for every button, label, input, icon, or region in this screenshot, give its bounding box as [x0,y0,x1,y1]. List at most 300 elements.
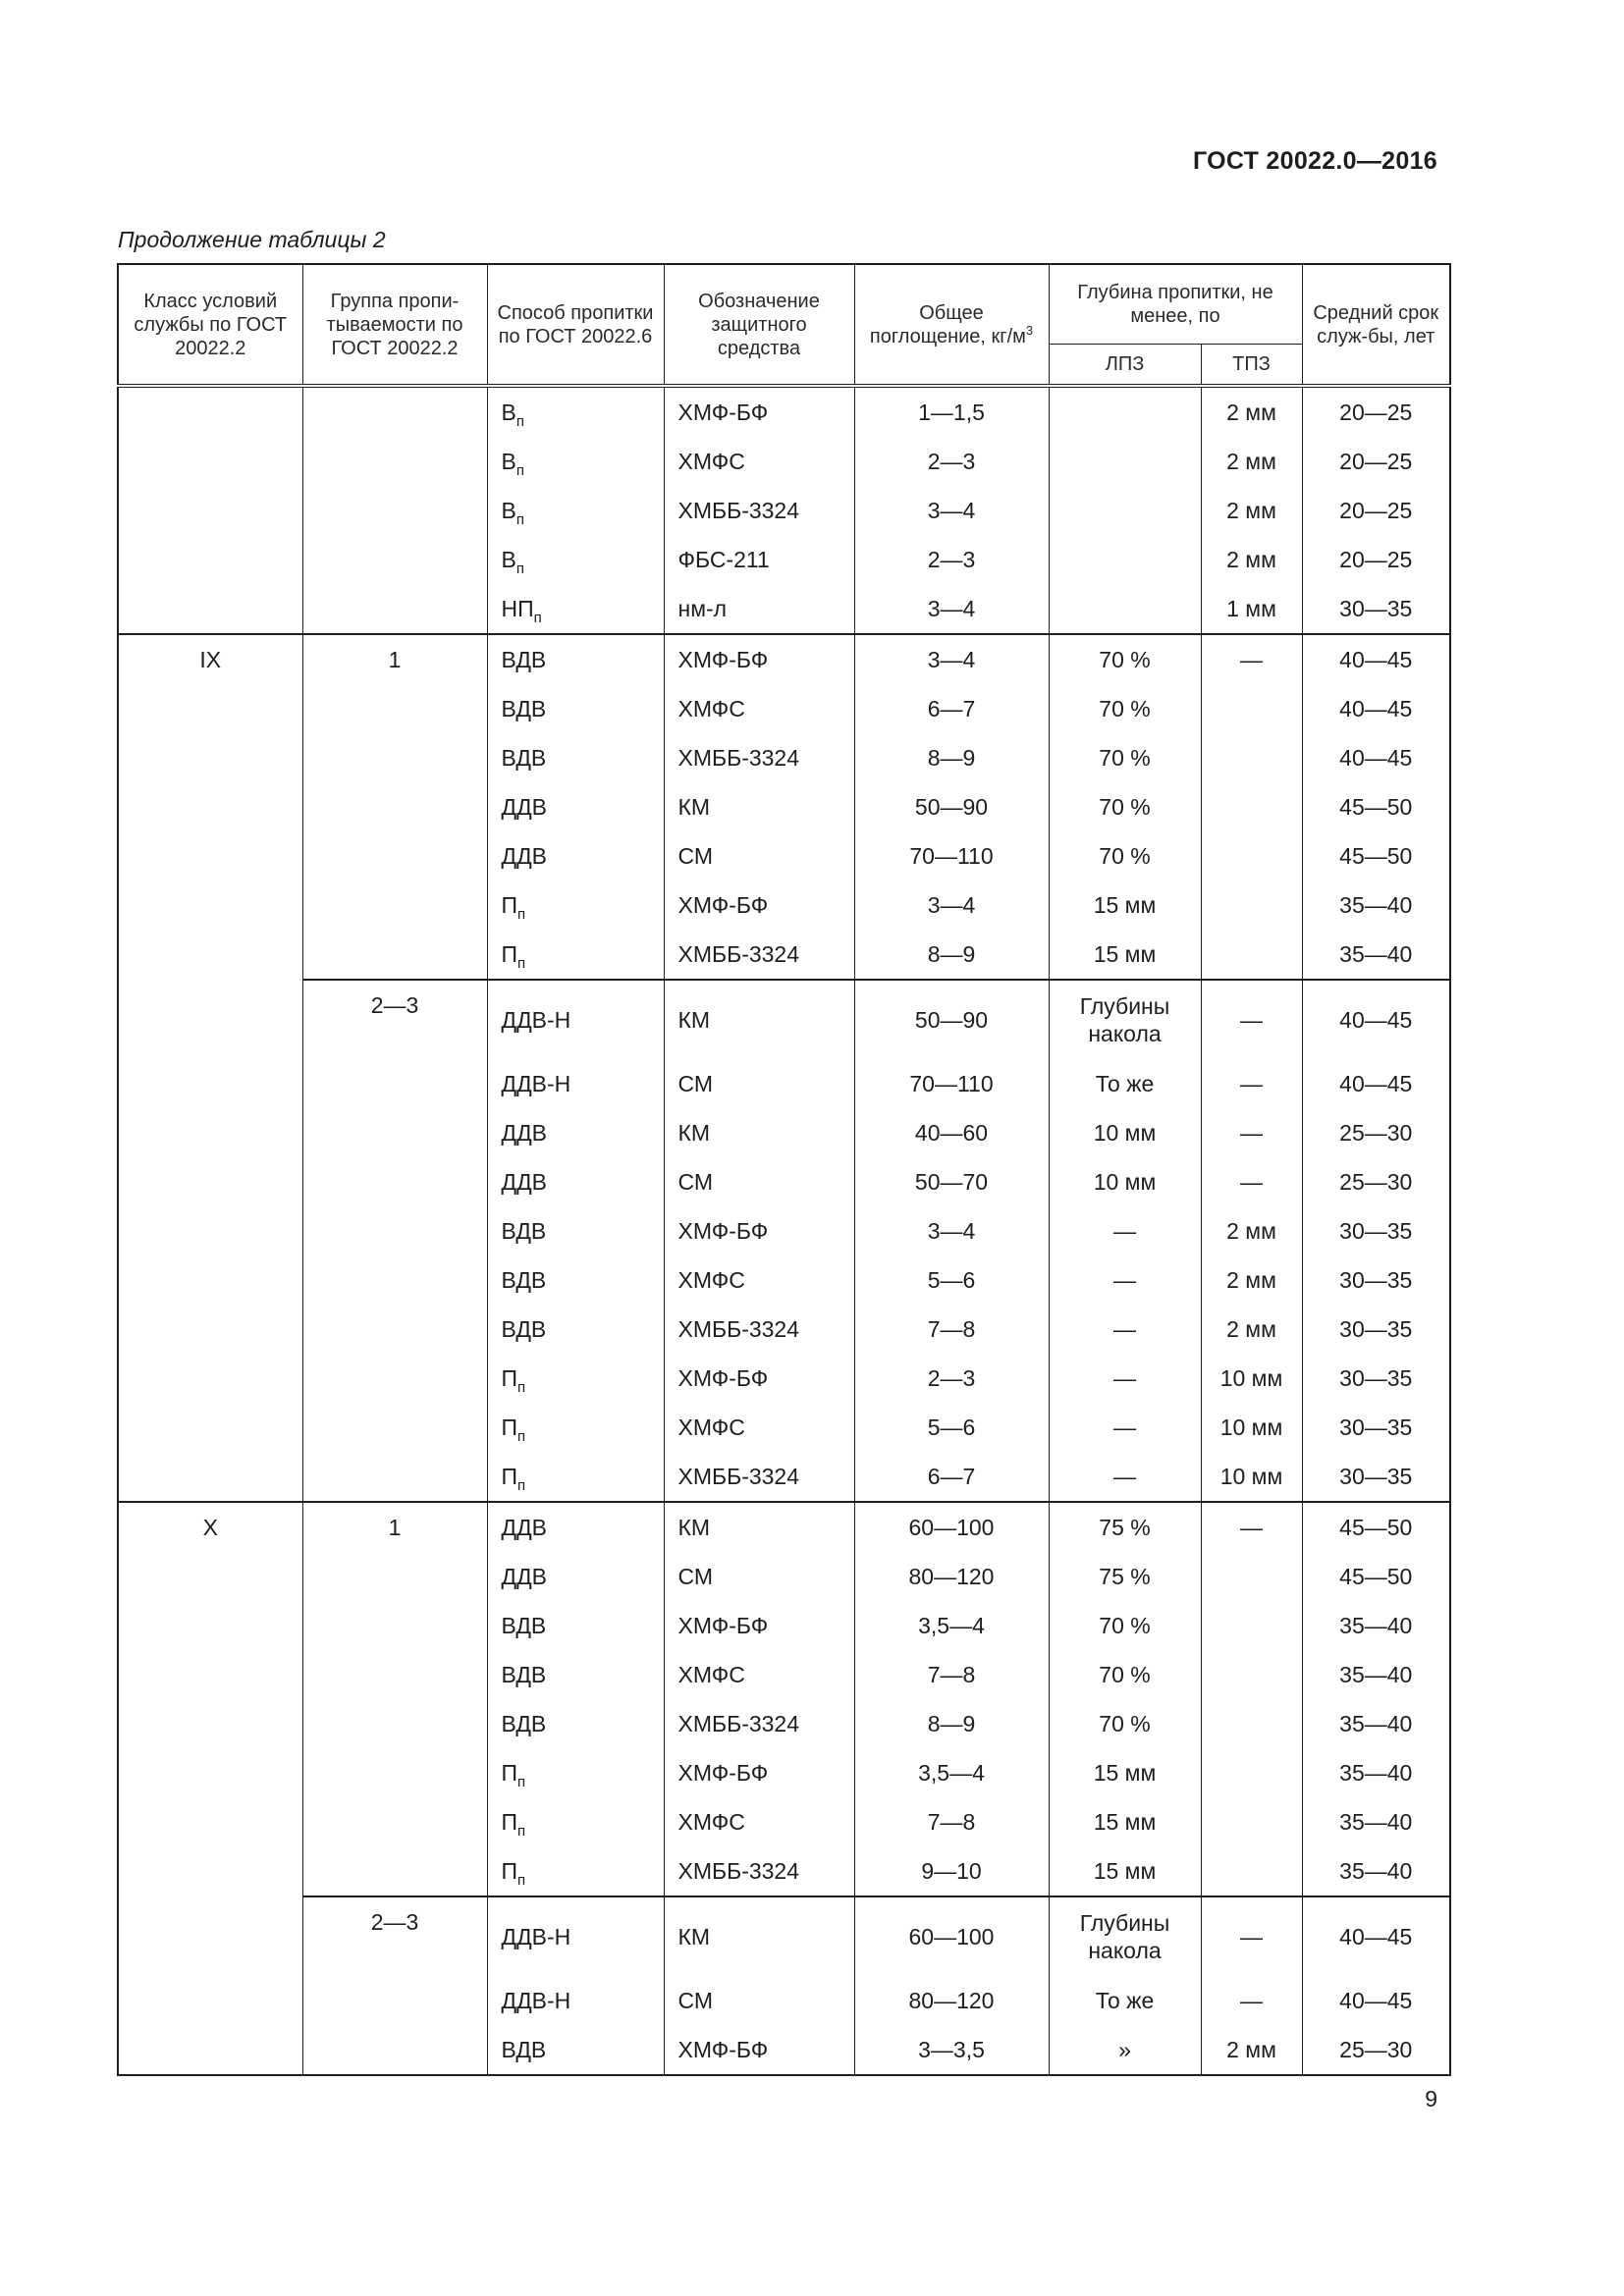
life-cell [1302,1896,1450,1976]
lpz-cell-text: 70 % [1099,793,1151,820]
agent-cell [664,1354,854,1403]
life-cell [1302,1846,1450,1896]
absorption-cell [854,1354,1049,1403]
absorption-cell-text: 3—4 [927,891,976,918]
absorption-cell-text: 5—6 [927,1266,976,1293]
method-cell [487,1748,664,1797]
agent-cell-text: ХМФС [677,1661,745,1687]
tpz-cell-text: — [1240,1119,1263,1146]
agent-cell-text: ХМФС [677,1266,745,1293]
agent-cell [664,1108,854,1157]
agent-cell-text: ХМФС [677,448,745,474]
absorption-cell-text: 70—110 [909,842,994,869]
lpz-cell [1049,1059,1201,1108]
method-cell-text: П [501,1808,518,1835]
absorption-cell [854,1059,1049,1108]
life-cell-text: 30—35 [1339,1414,1413,1440]
life-cell-text: 35—40 [1339,1710,1413,1736]
agent-cell-text: нм-л [677,595,728,621]
lpz-cell-text: 70 % [1099,1710,1151,1736]
method-cell-text: ВДВ [501,1612,547,1638]
class-cell [118,1502,302,2075]
tpz-cell [1201,980,1302,1059]
method-cell [487,2025,664,2075]
method-cell-subscript: п [517,1378,526,1396]
table-caption: Продолжение таблицы 2 [118,227,386,252]
life-cell-text: 40—45 [1339,1987,1413,2013]
absorption-cell-text: 2—3 [927,546,976,572]
tpz-cell [1201,1976,1302,2025]
method-cell-text: ДДВ [501,842,547,869]
method-cell-text: ДДВ [501,1119,547,1146]
lpz-cell [1049,1748,1201,1797]
life-cell [1302,1206,1450,1255]
absorption-cell-text: 40—60 [914,1119,989,1146]
life-cell [1302,1650,1450,1699]
life-cell-text: 45—50 [1339,793,1413,820]
group-cell-text: 2—3 [370,1909,419,1935]
agent-cell-text: КМ [677,1923,711,1949]
life-cell-text: 20—25 [1339,546,1413,572]
agent-cell [664,584,854,634]
tpz-cell [1201,634,1302,980]
lpz-cell-text: 70 % [1099,1612,1151,1638]
absorption-cell-text: 3,5—4 [918,1759,985,1786]
absorption-cell [854,386,1049,437]
header-method: Способ пропитки по ГОСТ 20022.6 [487,264,664,386]
agent-cell [664,1699,854,1748]
method-cell [487,437,664,486]
absorption-cell [854,1206,1049,1255]
method-cell-subscript: п [515,510,524,528]
absorption-cell [854,1305,1049,1354]
life-cell-text: 45—50 [1339,1563,1413,1589]
method-cell [487,1206,664,1255]
tpz-cell [1201,1305,1302,1354]
lpz-cell-text: 70 % [1099,1661,1151,1687]
life-cell-text: 40—45 [1339,1006,1413,1033]
method-cell-text: ДДВ [501,1168,547,1195]
absorption-cell-text: 6—7 [927,695,976,721]
tpz-cell-text: — [1240,1070,1263,1096]
table-body [118,386,1450,2075]
lpz-cell-text: 10 мм [1093,1119,1157,1146]
life-cell [1302,584,1450,634]
method-cell [487,831,664,881]
tpz-cell [1201,386,1302,437]
group-cell-text: 2—3 [370,992,419,1018]
life-cell-text: 35—40 [1339,940,1413,967]
lpz-cell-text: То же [1095,1070,1155,1096]
life-cell-text: 40—45 [1339,695,1413,721]
lpz-cell [1049,486,1201,535]
agent-cell [664,1502,854,1552]
header-class: Класс условий службы по ГОСТ 20022.2 [118,264,302,386]
agent-cell [664,1452,854,1502]
method-cell [487,1452,664,1502]
life-cell-text: 30—35 [1339,1463,1413,1489]
life-cell [1302,782,1450,831]
method-cell [487,1976,664,2025]
life-cell [1302,1976,1450,2025]
life-cell [1302,1255,1450,1305]
life-cell [1302,1403,1450,1452]
method-cell [487,1502,664,1552]
life-cell [1302,831,1450,881]
tpz-cell-text: — [1240,647,1263,672]
tpz-cell-text: 10 мм [1219,1414,1283,1440]
header-absorption [854,264,1049,386]
agent-cell [664,535,854,584]
tpz-cell [1201,1354,1302,1403]
absorption-cell [854,1157,1049,1206]
tpz-cell [1201,1157,1302,1206]
method-cell [487,1601,664,1650]
lpz-cell [1049,1255,1201,1305]
lpz-cell-text: 15 мм [1093,1759,1157,1786]
method-cell-text: ВДВ [501,1266,547,1293]
header-life: Средний срок служ-бы, лет [1302,264,1450,386]
lpz-cell [1049,1354,1201,1403]
method-cell [487,1108,664,1157]
agent-cell [664,1255,854,1305]
tpz-cell-text: 1 мм [1226,595,1276,621]
method-cell-text: ДДВ-Н [501,1987,571,2013]
header-lpz: ЛПЗ [1049,345,1201,387]
method-cell-subscript: п [515,461,524,479]
lpz-cell [1049,1552,1201,1601]
life-cell [1302,2025,1450,2075]
method-cell-text: В [501,546,516,572]
absorption-cell-text: 9—10 [921,1857,982,1884]
life-cell [1302,1305,1450,1354]
tpz-cell-text: 2 мм [1226,1217,1276,1244]
method-cell-text: В [501,497,516,523]
method-cell [487,930,664,980]
agent-cell [664,437,854,486]
header-absorption-sup: 3 [1025,322,1034,338]
lpz-cell [1049,782,1201,831]
tpz-cell-text: 2 мм [1226,497,1276,523]
absorption-cell [854,1255,1049,1305]
lpz-cell-text: 70 % [1099,695,1151,721]
header-depth: Глубина пропитки, не менее, по [1049,264,1302,345]
agent-cell-text: СМ [677,1070,714,1096]
agent-cell [664,733,854,782]
method-cell [487,1354,664,1403]
absorption-cell-text: 60—100 [908,1923,995,1949]
agent-cell-text: СМ [677,1563,714,1589]
absorption-cell-text: 80—120 [908,1987,995,2013]
group-cell [302,1896,487,2075]
agent-cell-text: ХМФС [677,1414,745,1440]
absorption-cell-text: 1—1,5 [918,399,985,425]
lpz-cell-text: Глубины накола [1079,1910,1170,1963]
life-cell-text: 20—25 [1339,399,1413,425]
method-cell-text: ВДВ [501,1217,547,1244]
lpz-cell [1049,1601,1201,1650]
group-cell-text: 1 [388,647,402,672]
table-header [118,264,1450,386]
method-cell [487,1896,664,1976]
method-cell-text: П [501,891,518,918]
method-cell-subscript: п [517,1822,526,1840]
method-cell [487,1552,664,1601]
tpz-cell-text: — [1240,1923,1263,1949]
method-cell [487,733,664,782]
absorption-cell-text: 3—4 [927,646,976,672]
method-cell-text: В [501,448,516,474]
agent-cell [664,1896,854,1976]
method-cell-subscript: п [515,560,524,577]
lpz-cell [1049,2025,1201,2075]
agent-cell [664,1846,854,1896]
agent-cell-text: ХМББ-3324 [677,1710,800,1736]
method-cell [487,535,664,584]
group-cell [302,1502,487,1896]
life-cell-text: 35—40 [1339,891,1413,918]
method-cell [487,881,664,930]
life-cell [1302,386,1450,437]
absorption-cell-text: 8—9 [927,744,976,771]
absorption-cell-text: 3—4 [927,497,976,523]
absorption-cell [854,881,1049,930]
absorption-cell [854,1699,1049,1748]
table-row [118,1502,1450,1552]
lpz-cell-text: 15 мм [1093,1808,1157,1835]
class-cell-text: IX [199,647,222,672]
lpz-cell [1049,930,1201,980]
tpz-cell-text: 2 мм [1226,448,1276,474]
method-cell-text: ДДВ-Н [501,1070,571,1096]
method-cell-text: ВДВ [501,1661,547,1687]
lpz-cell [1049,733,1201,782]
tpz-cell-text: 2 мм [1226,399,1276,425]
agent-cell-text: ХМББ-3324 [677,1315,800,1342]
absorption-cell [854,437,1049,486]
method-cell [487,1157,664,1206]
lpz-cell [1049,634,1201,684]
lpz-cell-text: 75 % [1099,1563,1151,1589]
life-cell [1302,881,1450,930]
tpz-cell [1201,1206,1302,1255]
agent-cell [664,634,854,684]
agent-cell [664,2025,854,2075]
tpz-cell-text: 2 мм [1226,1315,1276,1342]
absorption-cell-text: 50—90 [914,1006,989,1033]
agent-cell-text: ХМФ-БФ [677,1759,769,1786]
lpz-cell [1049,1403,1201,1452]
method-cell-subscript: п [517,1427,526,1445]
class-cell [118,386,302,634]
method-cell [487,584,664,634]
method-cell-text: П [501,1759,518,1786]
tpz-cell [1201,1255,1302,1305]
method-cell [487,980,664,1059]
absorption-cell [854,684,1049,733]
method-cell-subscript: п [515,412,524,430]
method-cell [487,1255,664,1305]
lpz-cell [1049,437,1201,486]
life-cell-text: 30—35 [1339,1266,1413,1293]
tpz-cell [1201,486,1302,535]
method-cell [487,1650,664,1699]
method-cell-text: П [501,1463,518,1489]
agent-cell-text: ХМФ-БФ [677,891,769,918]
life-cell-text: 30—35 [1339,1315,1413,1342]
agent-cell [664,881,854,930]
agent-cell [664,1650,854,1699]
lpz-cell [1049,535,1201,584]
lpz-cell-text: Глубины накола [1079,993,1170,1046]
lpz-cell [1049,1976,1201,2025]
method-cell-text: ДДВ [501,1514,547,1540]
life-cell-text: 35—40 [1339,1808,1413,1835]
life-cell-text: 40—45 [1339,1923,1413,1949]
life-cell-text: 25—30 [1339,1168,1413,1195]
life-cell [1302,1059,1450,1108]
agent-cell [664,930,854,980]
absorption-cell [854,1797,1049,1846]
absorption-cell-text: 7—8 [927,1315,976,1342]
life-cell [1302,1452,1450,1502]
method-cell [487,486,664,535]
absorption-cell-text: 8—9 [927,940,976,967]
life-cell-text: 35—40 [1339,1612,1413,1638]
life-cell [1302,1502,1450,1552]
absorption-cell [854,1846,1049,1896]
method-cell-subscript: п [517,1773,526,1790]
tpz-cell-text: 10 мм [1219,1364,1283,1391]
agent-cell [664,1976,854,2025]
absorption-cell [854,584,1049,634]
agent-cell [664,684,854,733]
life-cell-text: 40—45 [1339,1070,1413,1096]
life-cell [1302,684,1450,733]
absorption-cell-text: 3—3,5 [918,2036,985,2062]
life-cell-text: 30—35 [1339,1217,1413,1244]
absorption-cell [854,1601,1049,1650]
life-cell [1302,1108,1450,1157]
life-cell-text: 30—35 [1339,1364,1413,1391]
agent-cell-text: ХМББ-3324 [677,1463,800,1489]
document-id: ГОСТ 20022.0—2016 [1192,147,1437,175]
agent-cell-text: ХМББ-3324 [677,940,800,967]
group-cell [302,386,487,634]
absorption-cell [854,831,1049,881]
method-cell [487,1403,664,1452]
lpz-cell [1049,831,1201,881]
tpz-cell [1201,1502,1302,1896]
life-cell [1302,1354,1450,1403]
absorption-cell-text: 70—110 [909,1070,994,1096]
page-number: 9 [1425,2086,1437,2111]
method-cell-text: ДДВ-Н [501,1006,571,1033]
method-cell-subscript: п [533,609,542,626]
agent-cell-text: ХМФ-БФ [677,1217,769,1244]
life-cell [1302,1157,1450,1206]
tpz-cell [1201,535,1302,584]
absorption-cell-text: 5—6 [927,1414,976,1440]
agent-cell-text: ХМФС [677,1808,745,1835]
method-cell [487,1305,664,1354]
life-cell [1302,980,1450,1059]
agent-cell [664,1601,854,1650]
method-cell-text: П [501,1857,518,1884]
agent-cell [664,1403,854,1452]
absorption-cell-text: 3—4 [927,1217,976,1244]
agent-cell-text: СМ [677,1168,714,1195]
lpz-cell [1049,386,1201,437]
absorption-cell [854,634,1049,684]
life-cell [1302,634,1450,684]
agent-cell-text: СМ [677,1987,714,2013]
method-cell-text: ДДВ-Н [501,1923,571,1949]
method-cell [487,1846,664,1896]
method-cell [487,684,664,733]
tpz-cell [1201,437,1302,486]
life-cell-text: 40—45 [1339,646,1413,672]
life-cell-text: 30—35 [1339,595,1413,621]
absorption-cell [854,1896,1049,1976]
lpz-cell [1049,881,1201,930]
tpz-cell-text: — [1240,1168,1263,1195]
group-cell-text: 1 [388,1515,402,1540]
lpz-cell [1049,1452,1201,1502]
method-cell [487,386,664,437]
table-row [118,386,1450,437]
group-cell [302,980,487,1502]
life-cell-text: 35—40 [1339,1661,1413,1687]
agent-cell [664,1059,854,1108]
absorption-cell-text: 3—4 [927,595,976,621]
tpz-cell-text: — [1240,1006,1263,1033]
lpz-cell-text: 10 мм [1093,1168,1157,1195]
agent-cell-text: ХМББ-3324 [677,744,800,771]
lpz-cell [1049,584,1201,634]
tpz-cell-text: — [1240,1515,1263,1540]
life-cell [1302,1601,1450,1650]
agent-cell-text: СМ [677,842,714,869]
lpz-cell-text: 70 % [1099,842,1151,869]
method-cell-text: ВДВ [501,2036,547,2062]
life-cell [1302,1797,1450,1846]
life-cell-text: 20—25 [1339,497,1413,523]
lpz-cell [1049,1108,1201,1157]
method-cell-text: ВДВ [501,1315,547,1342]
class-cell-text: X [202,1515,218,1540]
absorption-cell [854,1976,1049,2025]
tpz-cell [1201,584,1302,634]
life-cell-text: 25—30 [1339,2036,1413,2062]
tpz-cell [1201,1059,1302,1108]
life-cell [1302,733,1450,782]
lpz-cell [1049,1650,1201,1699]
agent-cell-text: ФБС-211 [677,546,770,572]
tpz-cell-text: 2 мм [1226,1266,1276,1293]
method-cell [487,1059,664,1108]
lpz-cell [1049,1846,1201,1896]
header-agent: Обозначение защитного средства [664,264,854,386]
method-cell-text: ВДВ [501,1710,547,1736]
agent-cell [664,782,854,831]
agent-cell-text: ХМФ-БФ [677,399,769,425]
agent-cell [664,1305,854,1354]
lpz-cell [1049,980,1201,1059]
lpz-cell-text: 15 мм [1093,891,1157,918]
agent-cell [664,1748,854,1797]
agent-cell-text: ХМФ-БФ [677,2036,769,2062]
